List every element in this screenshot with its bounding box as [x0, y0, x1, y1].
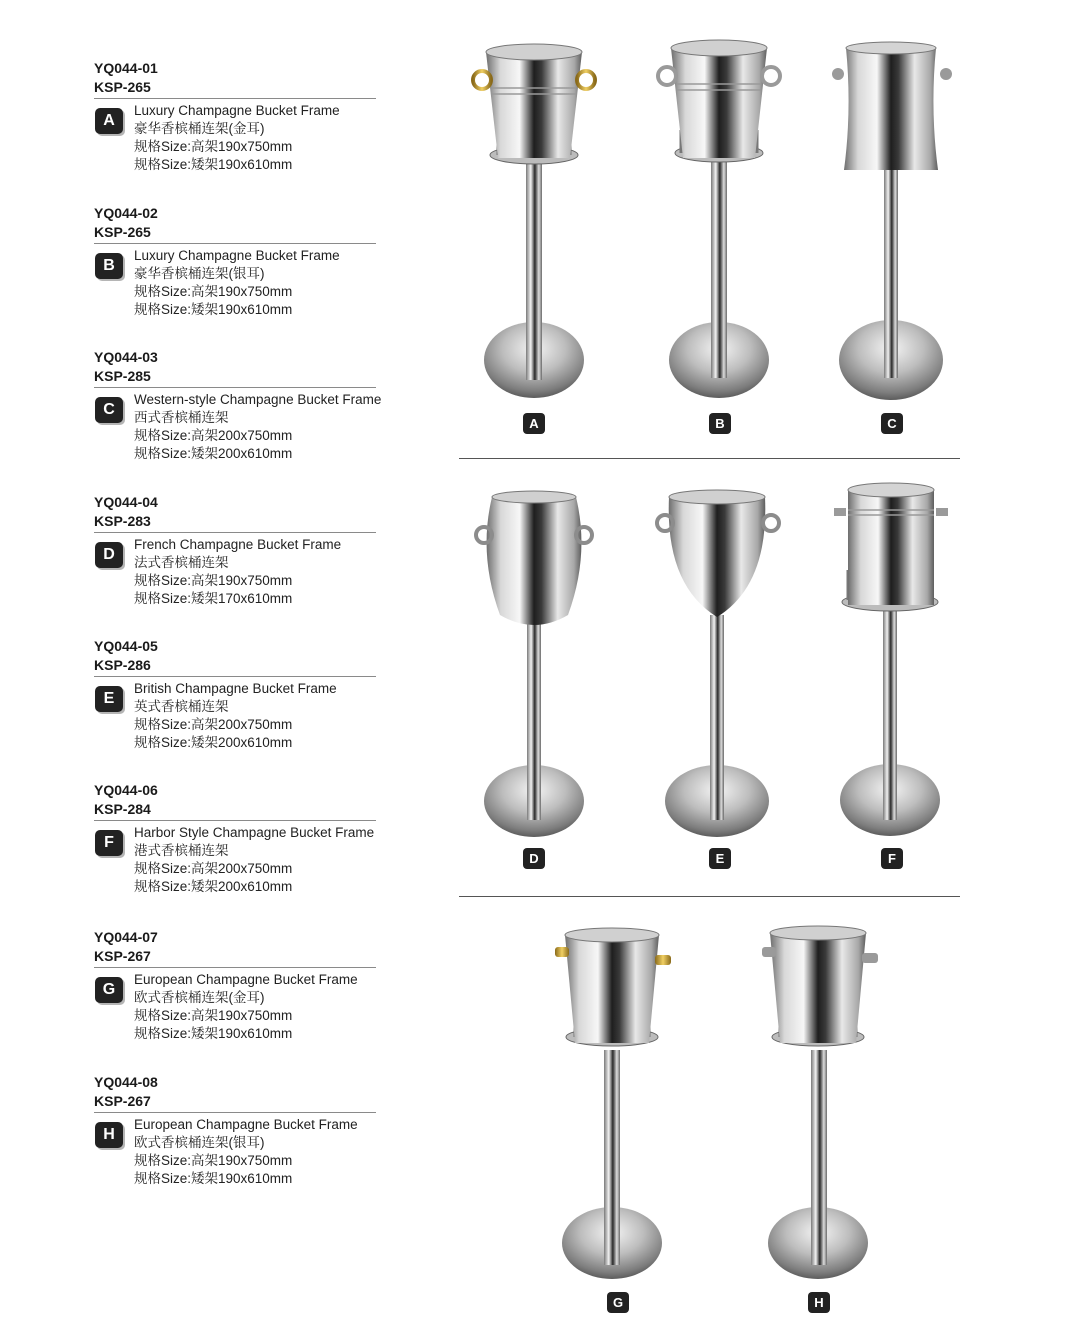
size-high: 规格Size:高架190x750mm [134, 139, 293, 154]
spec-entry-h [94, 1073, 376, 1188]
product-image-b [655, 38, 785, 408]
image-label-h: H [808, 1292, 830, 1313]
size-high: 规格Size:高架190x750mm [134, 1153, 293, 1168]
letter-badge: E [95, 686, 123, 712]
size-low: 规格Size:矮架190x610mm [134, 302, 293, 317]
product-image-a [470, 40, 600, 410]
product-name-en: European Champagne Bucket Frame [134, 1117, 358, 1132]
product-name-cn: 欧式香槟桶连架(银耳) [134, 1135, 265, 1150]
divider-line [94, 387, 376, 388]
image-label-d: D [523, 848, 545, 869]
spec-entry-c [94, 348, 382, 463]
model-number: KSP-265 [94, 224, 151, 240]
size-low: 规格Size:矮架200x610mm [134, 879, 293, 894]
divider-line [94, 967, 376, 968]
product-code: YQ044-02 [94, 205, 158, 221]
divider-line [94, 243, 376, 244]
product-name-en: Luxury Champagne Bucket Frame [134, 103, 340, 118]
product-name-cn: 港式香槟桶连架 [134, 843, 229, 858]
product-image-c [828, 40, 958, 410]
product-image-g [555, 925, 685, 1290]
size-low: 规格Size:矮架190x610mm [134, 157, 293, 172]
size-low: 规格Size:矮架200x610mm [134, 735, 293, 750]
product-name-en: British Champagne Bucket Frame [134, 681, 337, 696]
model-number: KSP-284 [94, 801, 151, 817]
product-image-e [655, 485, 785, 845]
image-label-g: G [607, 1292, 629, 1313]
product-name-cn: 欧式香槟桶连架(金耳) [134, 990, 265, 1005]
size-high: 规格Size:高架190x750mm [134, 1008, 293, 1023]
product-code: YQ044-07 [94, 929, 158, 945]
letter-badge: A [95, 108, 123, 134]
section-divider [459, 458, 960, 459]
size-low: 规格Size:矮架170x610mm [134, 591, 293, 606]
divider-line [94, 532, 376, 533]
letter-badge: C [95, 397, 123, 423]
product-name-en: French Champagne Bucket Frame [134, 537, 342, 552]
divider-line [94, 98, 376, 99]
size-high: 规格Size:高架190x750mm [134, 573, 293, 588]
product-name-en: Western-style Champagne Bucket Frame [134, 392, 382, 407]
size-high: 规格Size:高架190x750mm [134, 284, 293, 299]
letter-badge: G [95, 977, 123, 1003]
model-number: KSP-267 [94, 948, 151, 964]
product-code: YQ044-05 [94, 638, 158, 654]
image-label-e: E [709, 848, 731, 869]
letter-badge: B [95, 253, 123, 279]
image-label-f: F [881, 848, 903, 869]
image-label-c: C [881, 413, 903, 434]
letter-badge: F [95, 830, 123, 856]
spec-entry-g [94, 928, 376, 1043]
divider-line [94, 820, 376, 821]
size-high: 规格Size:高架200x750mm [134, 428, 293, 443]
model-number: KSP-283 [94, 513, 151, 529]
product-code: YQ044-03 [94, 349, 158, 365]
product-name-cn: 法式香槟桶连架 [134, 555, 229, 570]
divider-line [94, 1112, 376, 1113]
section-divider [459, 896, 960, 897]
product-name-en: Luxury Champagne Bucket Frame [134, 248, 340, 263]
spec-entry-a [94, 59, 376, 174]
image-label-b: B [709, 413, 731, 434]
size-low: 规格Size:矮架200x610mm [134, 446, 293, 461]
size-low: 规格Size:矮架190x610mm [134, 1026, 293, 1041]
spec-entry-d [94, 493, 376, 608]
model-number: KSP-285 [94, 368, 151, 384]
product-name-cn: 豪华香槟桶连架(金耳) [134, 121, 265, 136]
size-low: 规格Size:矮架190x610mm [134, 1171, 293, 1186]
product-name-cn: 西式香槟桶连架 [134, 410, 229, 425]
model-number: KSP-286 [94, 657, 151, 673]
spec-entry-f [94, 781, 376, 896]
product-name-cn: 英式香槟桶连架 [134, 699, 229, 714]
letter-badge: D [95, 542, 123, 568]
product-code: YQ044-01 [94, 60, 158, 76]
product-image-f [828, 480, 958, 845]
product-code: YQ044-08 [94, 1074, 158, 1090]
product-image-d [470, 485, 600, 845]
letter-badge: H [95, 1122, 123, 1148]
product-code: YQ044-06 [94, 782, 158, 798]
spec-entry-b [94, 204, 376, 319]
product-name-en: European Champagne Bucket Frame [134, 972, 358, 987]
model-number: KSP-267 [94, 1093, 151, 1109]
size-high: 规格Size:高架200x750mm [134, 861, 293, 876]
product-name-en: Harbor Style Champagne Bucket Frame [134, 825, 375, 840]
model-number: KSP-265 [94, 79, 151, 95]
size-high: 规格Size:高架200x750mm [134, 717, 293, 732]
product-code: YQ044-04 [94, 494, 158, 510]
divider-line [94, 676, 376, 677]
product-name-cn: 豪华香槟桶连架(银耳) [134, 266, 265, 281]
spec-entry-e [94, 637, 376, 752]
image-label-a: A [523, 413, 545, 434]
product-image-h [758, 925, 888, 1290]
